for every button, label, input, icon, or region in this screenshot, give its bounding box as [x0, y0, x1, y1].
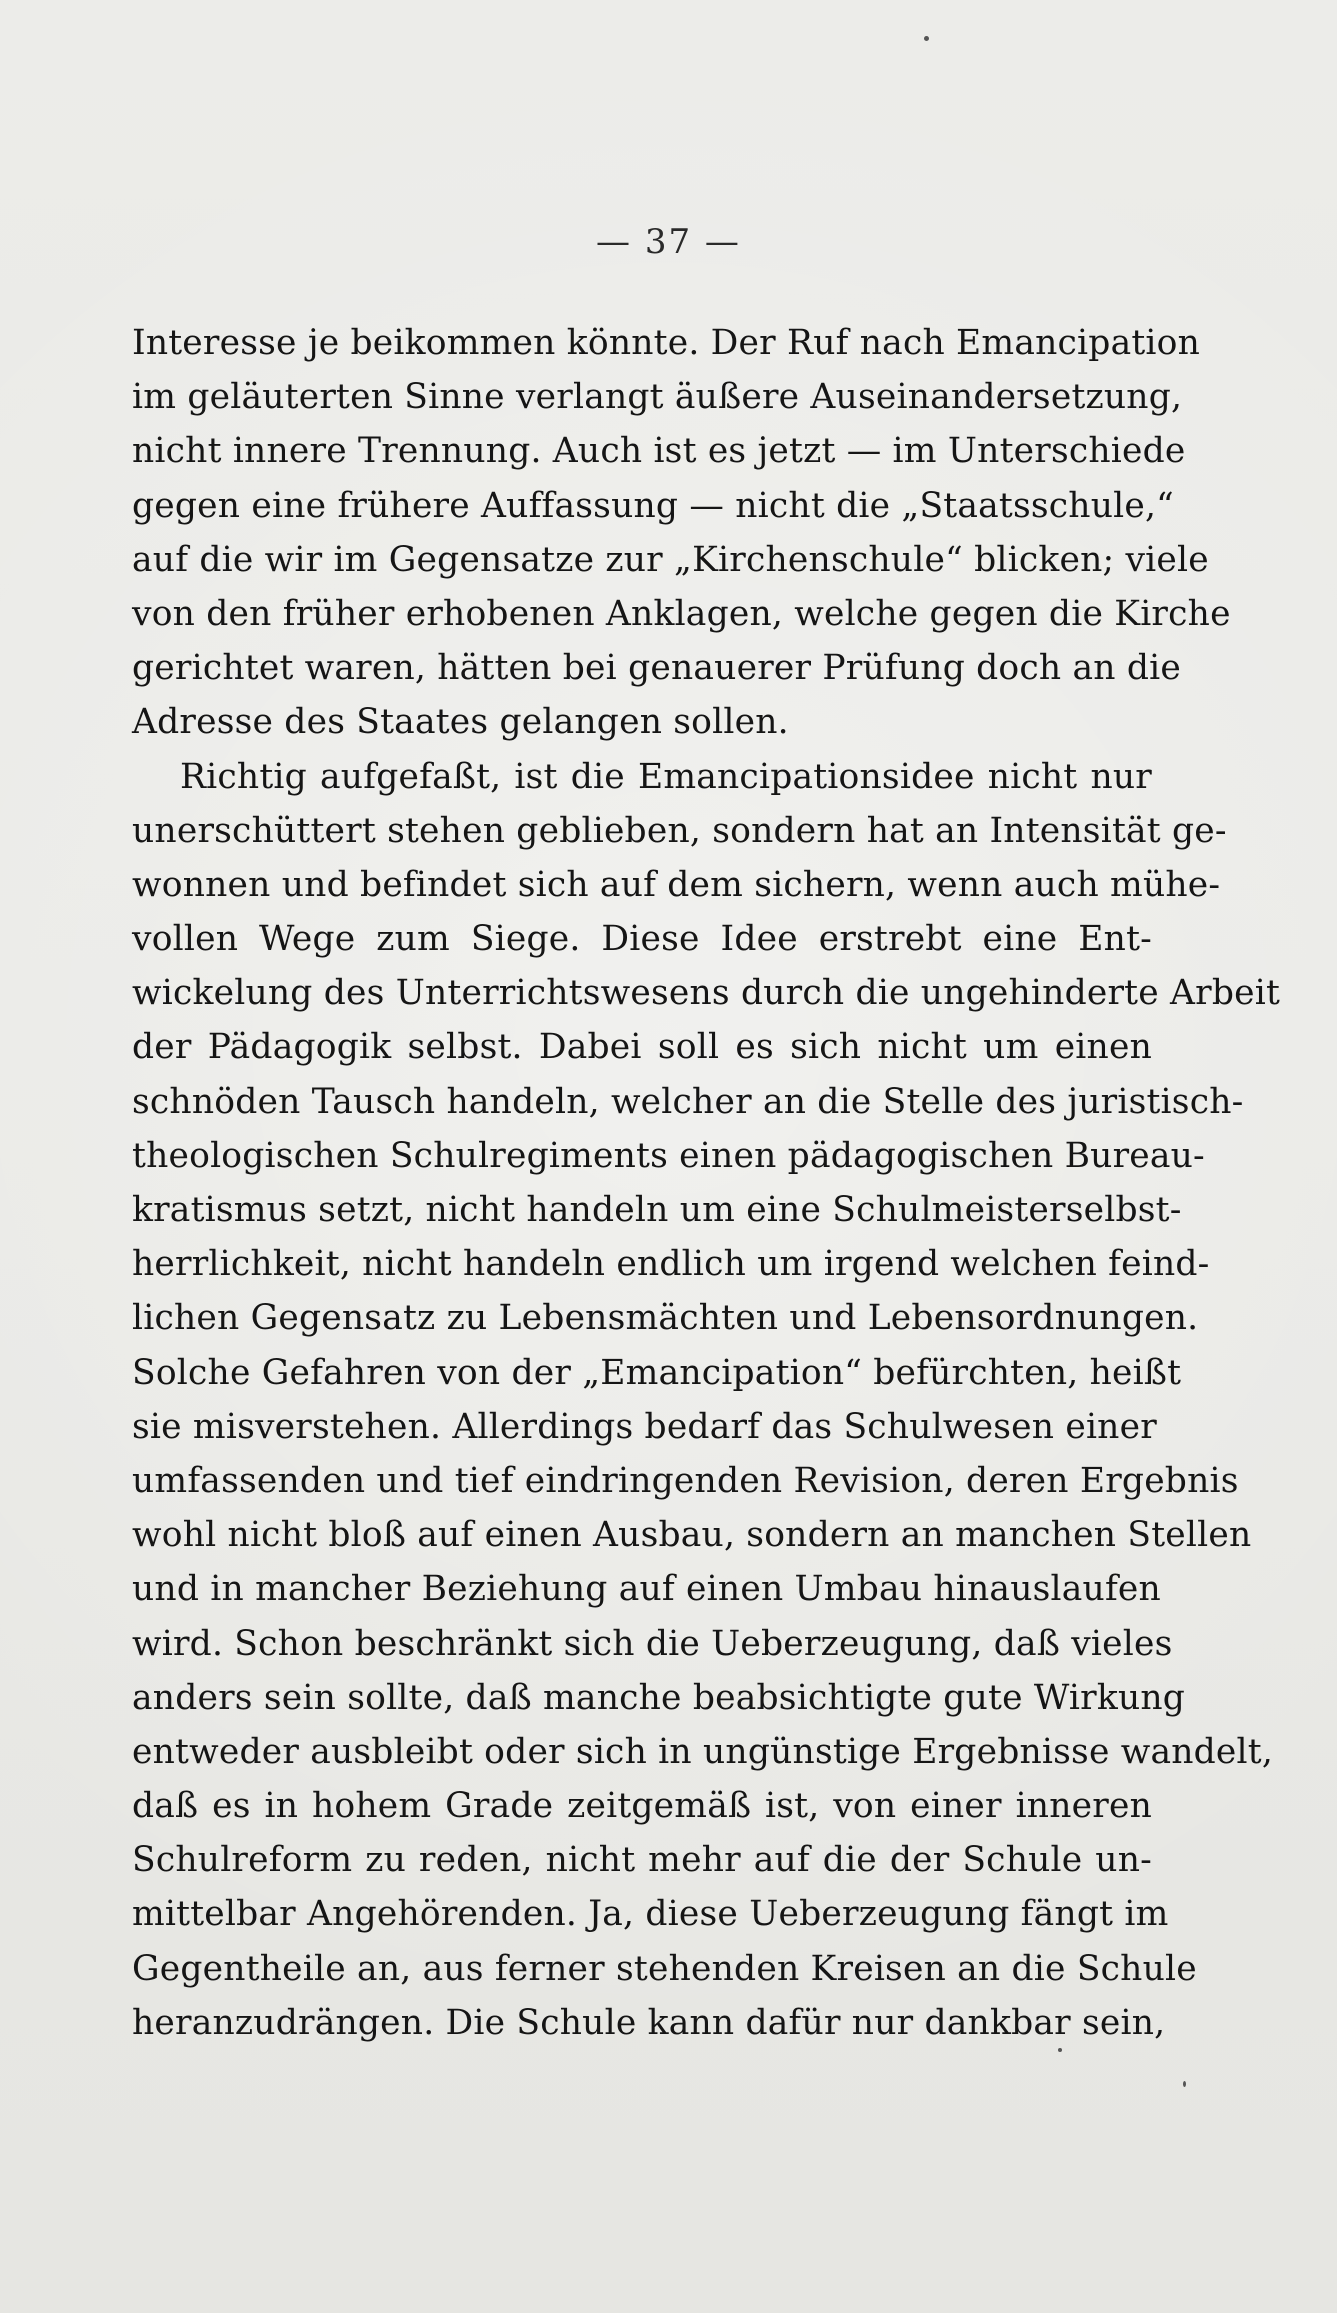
text-line: heranzudrängen. Die Schule kann dafür nur dankbar sein,: [132, 2002, 1166, 2043]
text-line: wohl nicht bloß auf einen Ausbau, sondern an manchen Stellen: [132, 1515, 1252, 1556]
text-line: kratismus setzt, nicht handeln um eine Schulmeisterselbst-: [132, 1190, 1182, 1230]
text-line: herrlichkeit, nicht handeln endlich um irgend welchen feind-: [132, 1244, 1210, 1285]
text-line: unerschüttert stehen geblieben, sondern hat an Intensität ge-: [132, 810, 1227, 851]
paper-speck: [924, 36, 929, 41]
text-line: lichen Gegensatz zu Lebensmächten und Lebensordnungen.: [132, 1298, 1199, 1339]
text-line: Interesse je beikommen könnte. Der Ruf nach Emancipation: [132, 323, 1201, 363]
body-text: [132, 316, 1281, 2050]
text-line: nicht innere Trennung. Auch ist es jetzt — im Unterschiede: [132, 431, 1186, 472]
paper-speck: [1183, 2081, 1186, 2087]
text-line: und in mancher Beziehung auf einen Umbau hinauslaufen: [132, 1569, 1161, 1610]
text-line: gegen eine frühere Auffassung — nicht die „Staatsschule,“: [132, 485, 1174, 526]
text-line: schnöden Tausch handeln, welcher an die Stelle des juristisch-: [132, 1081, 1244, 1122]
text-line: wonnen und befindet sich auf dem sichern, wenn auch mühe-: [132, 864, 1221, 905]
text-line: entweder ausbleibt oder sich in ungünstige Ergebnisse wandelt,: [132, 1731, 1274, 1772]
text-line: vollen Wege zum Siege. Diese Idee erstrebt eine Ent-: [132, 919, 1152, 960]
text-line: Solche Gefahren von der „Emancipation“ befürchten, heißt: [132, 1352, 1182, 1393]
text-line: Adresse des Staates gelangen sollen.: [132, 702, 789, 743]
text-line: wickelung des Unterrichtswesens durch die ungehinderte Arbeit: [132, 973, 1281, 1014]
text-line: von den früher erhobenen Anklagen, welche gegen die Kirche: [132, 593, 1231, 634]
text-line: anders sein sollte, daß manche beabsichtigte gute Wirkung: [132, 1677, 1186, 1718]
text-line: mittelbar Angehörenden. Ja, diese Ueberzeugung fängt im: [132, 1894, 1169, 1935]
page-number: — 37 —: [596, 222, 741, 262]
text-line: im geläuterten Sinne verlangt äußere Auseinandersetzung,: [132, 377, 1183, 418]
text-line: Richtig aufgefaßt, ist die Emancipationsidee nicht nur: [180, 756, 1152, 797]
text-line: umfassenden und tief eindringenden Revision, deren Ergebnis: [132, 1460, 1239, 1501]
text-line: Schulreform zu reden, nicht mehr auf die der Schule un-: [132, 1840, 1152, 1881]
text-line: der Pädagogik selbst. Dabei soll es sich nicht um einen: [132, 1027, 1152, 1068]
text-line: daß es in hohem Grade zeitgemäß ist, von einer inneren: [132, 1786, 1152, 1827]
text-line: theologischen Schulregiments einen pädagogischen Bureau-: [132, 1135, 1205, 1176]
text-line: sie misverstehen. Allerdings bedarf das Schulwesen einer: [132, 1406, 1157, 1447]
text-line: gerichtet waren, hätten bei genauerer Prüfung doch an die: [132, 648, 1181, 689]
text-line: wird. Schon beschränkt sich die Ueberzeugung, daß vieles: [132, 1623, 1173, 1664]
text-line: auf die wir im Gegensatze zur „Kirchenschule“ blicken; viele: [132, 539, 1209, 580]
text-line: Gegentheile an, aus ferner stehenden Kreisen an die Schule: [132, 1948, 1197, 1989]
